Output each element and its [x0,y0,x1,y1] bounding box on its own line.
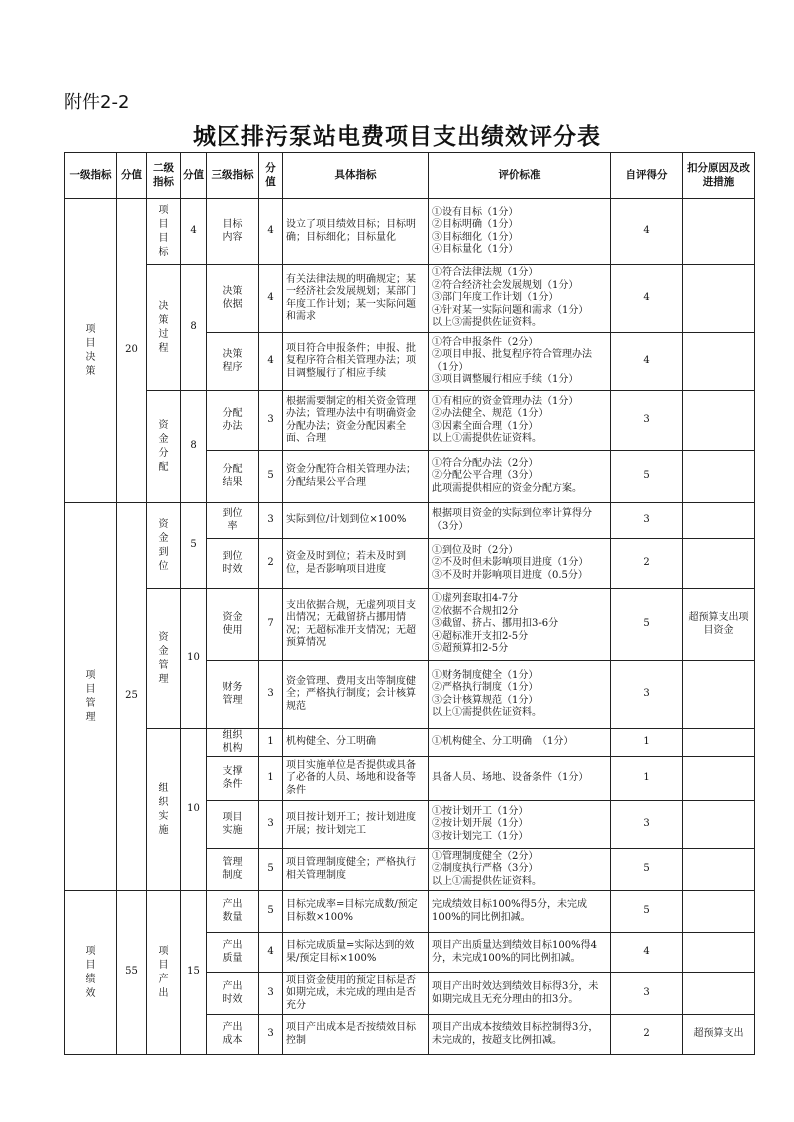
level2-score: 4 [181,199,207,265]
criteria-cell: 根据项目资金的实际到位率计算得分（3分） [429,503,611,539]
header-reason: 扣分原因及改进措施 [683,153,755,199]
reason-cell [683,265,755,333]
level3-cell: 决策程序 [207,333,259,391]
criteria-cell: ①到位及时（2分） ②不及时但未影响项目进度（1分） ③不及时并影响项目进度（0.5分） [429,539,611,589]
level2-score: 5 [181,503,207,589]
table-row [65,589,755,661]
self-score-cell: 3 [611,391,683,451]
level2-cell: 项目目标 [147,199,181,265]
level3-score: 4 [259,333,283,391]
attachment-label: 附件2-2 [64,92,130,113]
criteria-cell: ①符合分配办法（2分） ②分配公平合理（3分） 此项需提供相应的资金分配方案。 [429,451,611,503]
header-level1: 一级指标 [65,153,117,199]
level3-cell: 分配结果 [207,451,259,503]
level3-score: 1 [259,729,283,757]
level3-cell: 产出时效 [207,973,259,1015]
level2-cell: 资金到位 [147,503,181,589]
level3-score: 1 [259,757,283,801]
criteria-cell: ①设有目标（1分） ②目标明确（1分） ③目标细化（1分） ④目标量化（1分） [429,199,611,265]
level1-score: 25 [117,503,147,891]
self-score-cell: 5 [611,451,683,503]
criteria-cell: ①按计划开工（1分） ②按计划开展（1分） ③按计划完工（1分） [429,801,611,849]
indicator-cell: 实际到位/计划到位×100% [283,503,429,539]
indicator-cell: 资金管理、费用支出等制度健全；严格执行制度；会计核算规范 [283,661,429,729]
level2-score: 8 [181,265,207,391]
table-row [65,265,755,333]
page-title: 城区排污泵站电费项目支出绩效评分表 [193,124,601,150]
level3-cell: 到位率 [207,503,259,539]
level3-score: 4 [259,199,283,265]
indicator-cell: 项目产出成本是否按绩效目标控制 [283,1015,429,1055]
level3-cell: 目标内容 [207,199,259,265]
table-row [65,891,755,933]
table-row [65,199,755,265]
indicator-cell: 目标完成质量=实际达到的效果/预定目标×100% [283,933,429,973]
self-score-cell: 4 [611,933,683,973]
level2-score: 10 [181,589,207,729]
level2-cell: 决策过程 [147,265,181,391]
level3-cell: 决策依据 [207,265,259,333]
indicator-cell: 项目资金使用的预定目标是否如期完成，未完成的理由是否充分 [283,973,429,1015]
level3-score: 7 [259,589,283,661]
self-score-cell: 2 [611,539,683,589]
indicator-cell: 项目符合申报条件；申报、批复程序符合相关管理办法；项目调整履行了相应手续 [283,333,429,391]
level3-cell: 支撑条件 [207,757,259,801]
level3-cell: 财务管理 [207,661,259,729]
level3-score: 3 [259,661,283,729]
level3-score: 5 [259,849,283,891]
level3-score: 5 [259,451,283,503]
level2-score: 10 [181,729,207,891]
level3-score: 3 [259,973,283,1015]
header-level2: 二级指标 [147,153,181,199]
reason-cell [683,933,755,973]
level2-cell: 组织实施 [147,729,181,891]
indicator-cell: 根据需要制定的相关资金管理办法；管理办法中有明确资金分配办法；资金分配因素全面、合理 [283,391,429,451]
level2-cell: 项目产出 [147,891,181,1055]
self-score-cell: 3 [611,801,683,849]
self-score-cell: 3 [611,973,683,1015]
reason-cell [683,801,755,849]
indicator-cell: 项目按计划开工；按计划进度开展；按计划完工 [283,801,429,849]
reason-cell [683,539,755,589]
level3-score: 5 [259,891,283,933]
self-score-cell: 5 [611,589,683,661]
self-score-cell: 3 [611,661,683,729]
self-score-cell: 1 [611,729,683,757]
level1-cell: 项目绩效 [65,891,117,1055]
indicator-cell: 资金分配符合相关管理办法；分配结果公平合理 [283,451,429,503]
self-score-cell: 2 [611,1015,683,1055]
reason-cell: 超预算支出项目资金 [683,589,755,661]
level2-cell: 资金分配 [147,391,181,503]
level3-cell: 项目实施 [207,801,259,849]
criteria-cell: ①虚列套取扣4-7分 ②依据不合规扣2分 ③截留、挤占、挪用扣3-6分 ④超标准开支扣2-5分 ⑤超预算扣2-5分 [429,589,611,661]
level3-score: 3 [259,503,283,539]
reason-cell [683,333,755,391]
level3-cell: 到位时效 [207,539,259,589]
header-level3: 三级指标 [207,153,259,199]
self-score-cell: 4 [611,333,683,391]
indicator-cell: 项目管理制度健全；严格执行相关管理制度 [283,849,429,891]
header-score1: 分值 [117,153,147,199]
header-indicator: 具体指标 [283,153,429,199]
level3-score: 2 [259,539,283,589]
self-score-cell: 5 [611,891,683,933]
criteria-cell: ①有相应的资金管理办法（1分） ②办法健全、规范（1分） ③因素全面合理（1分） 以上①需提供佐证资料。 [429,391,611,451]
criteria-cell: 具备人员、场地、设备条件（1分） [429,757,611,801]
level3-cell: 管理制度 [207,849,259,891]
level3-cell: 产出数量 [207,891,259,933]
level1-cell: 项目决策 [65,199,117,503]
level3-score: 3 [259,801,283,849]
criteria-cell: 项目产出成本按绩效目标控制得3分，未完成的，按超支比例扣减。 [429,1015,611,1055]
indicator-cell: 机构健全、分工明确 [283,729,429,757]
reason-cell [683,973,755,1015]
reason-cell [683,391,755,451]
indicator-cell: 资金及时到位；若未及时到位，是否影响项目进度 [283,539,429,589]
level3-score: 4 [259,933,283,973]
criteria-cell: ①机构健全、分工明确 （1分） [429,729,611,757]
indicator-cell: 有关法律法规的明确规定；某一经济社会发展规划；某部门年度工作计划；某一实际问题和需求 [283,265,429,333]
table-row [65,729,755,757]
level2-score: 15 [181,891,207,1055]
reason-cell: 超预算支出 [683,1015,755,1055]
level3-score: 3 [259,391,283,451]
reason-cell [683,451,755,503]
indicator-cell: 项目实施单位是否提供或具备了必备的人员、场地和设备等条件 [283,757,429,801]
indicator-cell: 目标完成率=目标完成数/预定目标数×100% [283,891,429,933]
criteria-cell: ①管理制度健全（2分） ②制度执行严格（3分） 以上①需提供佐证资料。 [429,849,611,891]
level3-cell: 产出质量 [207,933,259,973]
reason-cell [683,891,755,933]
table-row [65,391,755,451]
level3-cell: 产出成本 [207,1015,259,1055]
level3-score: 4 [259,265,283,333]
criteria-cell: ①财务制度健全（1分） ②严格执行制度（1分） ③会计核算规范（1分） 以上①需提供佐证资料。 [429,661,611,729]
criteria-cell: ①符合申报条件（2分） ②项目申报、批复程序符合管理办法（1分） ③项目调整履行相应手续（1分） [429,333,611,391]
level1-score: 20 [117,199,147,503]
level3-cell: 组织机构 [207,729,259,757]
criteria-cell: 项目产出时效达到绩效目标得3分，未如期完成且无充分理由的扣3分。 [429,973,611,1015]
self-score-cell: 4 [611,265,683,333]
criteria-cell: ①符合法律法规（1分） ②符合经济社会发展规划（1分） ③部门年度工作计划（1分） ④针对某一实际问题和需求（1分） 以上③需提供佐证资料。 [429,265,611,333]
level1-cell: 项目管理 [65,503,117,891]
level2-score: 8 [181,391,207,503]
reason-cell [683,661,755,729]
header-score2: 分值 [181,153,207,199]
level2-cell: 资金管理 [147,589,181,729]
header-row [65,153,755,199]
level1-score: 55 [117,891,147,1055]
header-score3: 分值 [259,153,283,199]
indicator-cell: 设立了项目绩效目标；目标明确；目标细化；目标量化 [283,199,429,265]
self-score-cell: 1 [611,757,683,801]
reason-cell [683,757,755,801]
criteria-cell: 完成绩效目标100%得5分，未完成100%的同比例扣减。 [429,891,611,933]
self-score-cell: 5 [611,849,683,891]
score-table [64,152,755,1055]
level3-cell: 分配办法 [207,391,259,451]
reason-cell [683,849,755,891]
reason-cell [683,503,755,539]
level3-cell: 资金使用 [207,589,259,661]
level3-score: 3 [259,1015,283,1055]
self-score-cell: 4 [611,199,683,265]
indicator-cell: 支出依据合规，无虚列项目支出情况；无截留挤占挪用情况；无超标准开支情况；无超预算情况 [283,589,429,661]
reason-cell [683,729,755,757]
header-criteria: 评价标准 [429,153,611,199]
criteria-cell: 项目产出质量达到绩效目标100%得4分，未完成100%的同比例扣减。 [429,933,611,973]
header-self-score: 自评得分 [611,153,683,199]
reason-cell [683,199,755,265]
table-row [65,503,755,539]
self-score-cell: 3 [611,503,683,539]
